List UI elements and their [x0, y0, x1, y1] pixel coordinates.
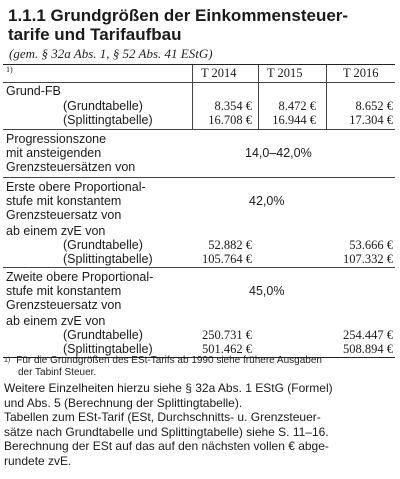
zweite-stufe-splittingtabelle-2014: 501.462 € [202, 342, 252, 356]
explanatory-text [4, 381, 396, 468]
progressionszone-section [3, 130, 395, 178]
erste-stufe-line-2: stufe mit konstantem [6, 194, 122, 208]
erste-proportionalstufe-section [3, 178, 395, 268]
progressionszone-line-2: mit ansteigenden [6, 146, 102, 160]
zweite-stufe-line-4: ab einem zvE von [6, 314, 106, 328]
footnote-line-1: Für die Grundgrößen des ESt-Tarifs ab 1990 siehe frühere Ausgaben [16, 355, 322, 366]
zweite-proportionalstufe-section [3, 268, 395, 357]
zweite-stufe-line-2: stufe mit konstantem [6, 284, 122, 298]
column-header-2015: T 2015 [267, 66, 303, 80]
body-line-5: Berechnung der ESt auf das auf den nächsten vollen € abge- [4, 439, 329, 453]
grund-fb-splittingtabelle-2014: 16.708 € [208, 113, 252, 127]
body-line-6: rundete zvE. [4, 453, 72, 468]
erste-stufe-grundtabelle-2014: 52.882 € [208, 238, 252, 252]
erste-stufe-line-1: Erste obere Proportional- [6, 180, 146, 194]
grund-fb-label: Grund-FB [6, 84, 61, 98]
section-title-line-1: 1.1.1 Grundgrößen der Einkommensteuer- [8, 6, 349, 25]
progressionszone-rate: 14,0–42,0% [245, 146, 312, 160]
zweite-stufe-splittingtabelle-2016: 508.894 € [343, 342, 393, 356]
zweite-stufe-line-1: Zweite obere Proportional- [6, 270, 154, 284]
zweite-stufe-grundtabelle-label: (Grundtabelle) [63, 328, 143, 342]
section-title-line-2: tarife und Tarifaufbau [8, 25, 182, 44]
grund-fb-section [3, 83, 395, 130]
column-header-2014: T 2014 [201, 66, 237, 80]
zweite-stufe-splittingtabelle-label: (Splittingtabelle) [63, 342, 153, 356]
grund-fb-splittingtabelle-label: (Splittingtabelle) [63, 113, 153, 127]
erste-stufe-grundtabelle-label: (Grundtabelle) [63, 238, 143, 252]
footnote-marker: 1) [4, 357, 11, 364]
zweite-stufe-rate: 45,0% [249, 284, 285, 298]
erste-stufe-line-3: Grenzsteuersatz von [6, 208, 122, 222]
erste-stufe-splittingtabelle-label: (Splittingtabelle) [63, 252, 153, 266]
grund-fb-splittingtabelle-2016: 17.304 € [349, 113, 393, 127]
body-line-1: Weitere Einzelheiten hierzu siehe § 32a Abs. 1 EStG (Formel) [4, 381, 333, 395]
grund-fb-grundtabelle-label: (Grundtabelle) [63, 99, 143, 113]
grund-fb-splittingtabelle-2015: 16.944 € [272, 113, 316, 127]
footnote-line-2: der Tabinf Steuer. [18, 367, 97, 378]
table-footnote [4, 355, 396, 379]
progressionszone-line-3: Grenzsteuersätzen von [6, 160, 136, 174]
erste-stufe-rate: 42,0% [249, 194, 285, 208]
tax-parameters-table [3, 64, 395, 358]
table-footnote-marker: 1) [6, 65, 13, 74]
grund-fb-grundtabelle-2014: 8.354 € [214, 99, 252, 113]
grund-fb-grundtabelle-2016: 8.652 € [355, 99, 393, 113]
legal-reference: (gem. § 32a Abs. 1, § 52 Abs. 41 EStG) [9, 46, 213, 61]
zweite-stufe-grundtabelle-2014: 250.731 € [202, 328, 252, 342]
erste-stufe-line-4: ab einem zvE von [6, 224, 106, 238]
progressionszone-line-1: Progressionszone [6, 132, 107, 146]
section-title [8, 6, 396, 44]
body-line-4: sätze nach Grundtabelle und Splittingtabelle) siehe S. 11–16. [4, 424, 329, 439]
table-header-row [3, 65, 395, 83]
erste-stufe-splittingtabelle-2016: 107.332 € [343, 252, 393, 266]
body-line-3: Tabellen zum ESt-Tarif (ESt, Durchschnitts- u. Grenzsteuer- [4, 410, 321, 424]
column-header-2016: T 2016 [343, 66, 379, 80]
erste-stufe-grundtabelle-2016: 53.666 € [349, 238, 393, 252]
zweite-stufe-grundtabelle-2016: 254.447 € [343, 328, 393, 342]
grund-fb-grundtabelle-2015: 8.472 € [278, 99, 316, 113]
body-line-2: und Abs. 5 (Berechnung der Splittingtabelle). [4, 395, 243, 410]
erste-stufe-splittingtabelle-2014: 105.764 € [202, 252, 252, 266]
zweite-stufe-line-3: Grenzsteuersatz von [6, 298, 122, 312]
